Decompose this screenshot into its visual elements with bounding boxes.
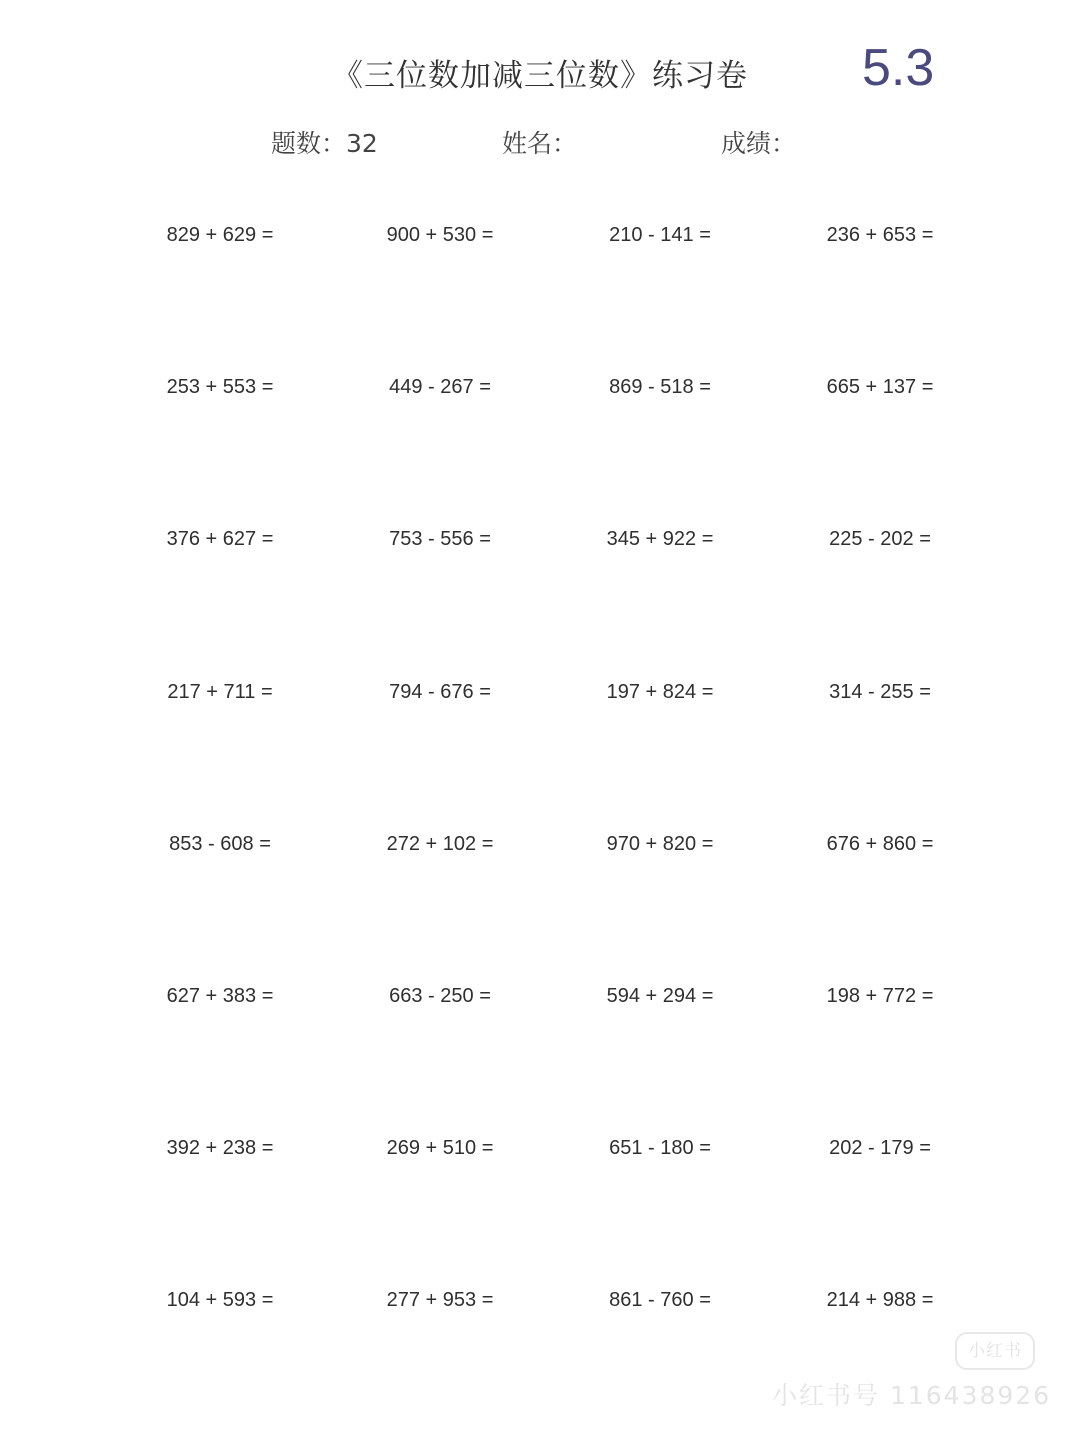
score-field-label: 成绩： (721, 129, 797, 158)
problem-item: 202 - 179 = (829, 1137, 931, 1160)
problem-item: 376 + 627 = (166, 528, 274, 551)
problem-item: 753 - 556 = (389, 528, 491, 551)
problem-item: 104 + 593 = (166, 1289, 274, 1312)
problem-item: 665 + 137 = (826, 376, 934, 399)
problem-grid (110, 215, 990, 1433)
problem-item: 210 - 141 = (609, 224, 711, 246)
problem-item: 594 + 294 = (606, 984, 714, 1007)
problem-item: 214 + 988 = (826, 1289, 934, 1312)
problem-item: 217 + 711 = (167, 680, 273, 703)
problem-item: 861 - 760 = (609, 1289, 711, 1312)
problem-item: 794 - 676 = (389, 680, 491, 703)
watermark-logo: 小红书 (955, 1332, 1035, 1370)
problem-item: 225 - 202 = (829, 528, 931, 551)
problem-item: 236 + 653 = (826, 224, 934, 246)
problem-item: 449 - 267 = (389, 376, 491, 399)
watermark-text: 小红书号 116438926 (772, 1381, 1052, 1410)
problem-item: 198 + 772 = (826, 984, 934, 1007)
problem-item: 345 + 922 = (606, 528, 714, 551)
problem-item: 651 - 180 = (609, 1137, 711, 1160)
name-field-label: 姓名： (502, 129, 578, 158)
problem-item: 314 - 255 = (829, 680, 931, 703)
problem-item: 829 + 629 = (166, 224, 274, 246)
date-badge: 5.3 (862, 39, 935, 97)
worksheet-title: 《三位数加减三位数》练习卷 (332, 58, 748, 94)
problem-item: 277 + 953 = (386, 1289, 494, 1312)
problem-item: 269 + 510 = (386, 1137, 494, 1160)
problem-item: 272 + 102 = (386, 832, 494, 855)
problem-item: 970 + 820 = (606, 832, 714, 855)
problem-item: 853 - 608 = (169, 832, 271, 855)
question-count: 题数：32 (271, 129, 378, 158)
problem-item: 663 - 250 = (389, 984, 491, 1007)
problem-item: 627 + 383 = (166, 984, 274, 1007)
problem-item: 900 + 530 = (386, 224, 494, 246)
problem-item: 869 - 518 = (609, 376, 711, 399)
problem-item: 392 + 238 = (166, 1137, 274, 1160)
problem-item: 197 + 824 = (606, 680, 714, 703)
problem-item: 253 + 553 = (166, 376, 274, 399)
problem-item: 676 + 860 = (826, 832, 934, 855)
